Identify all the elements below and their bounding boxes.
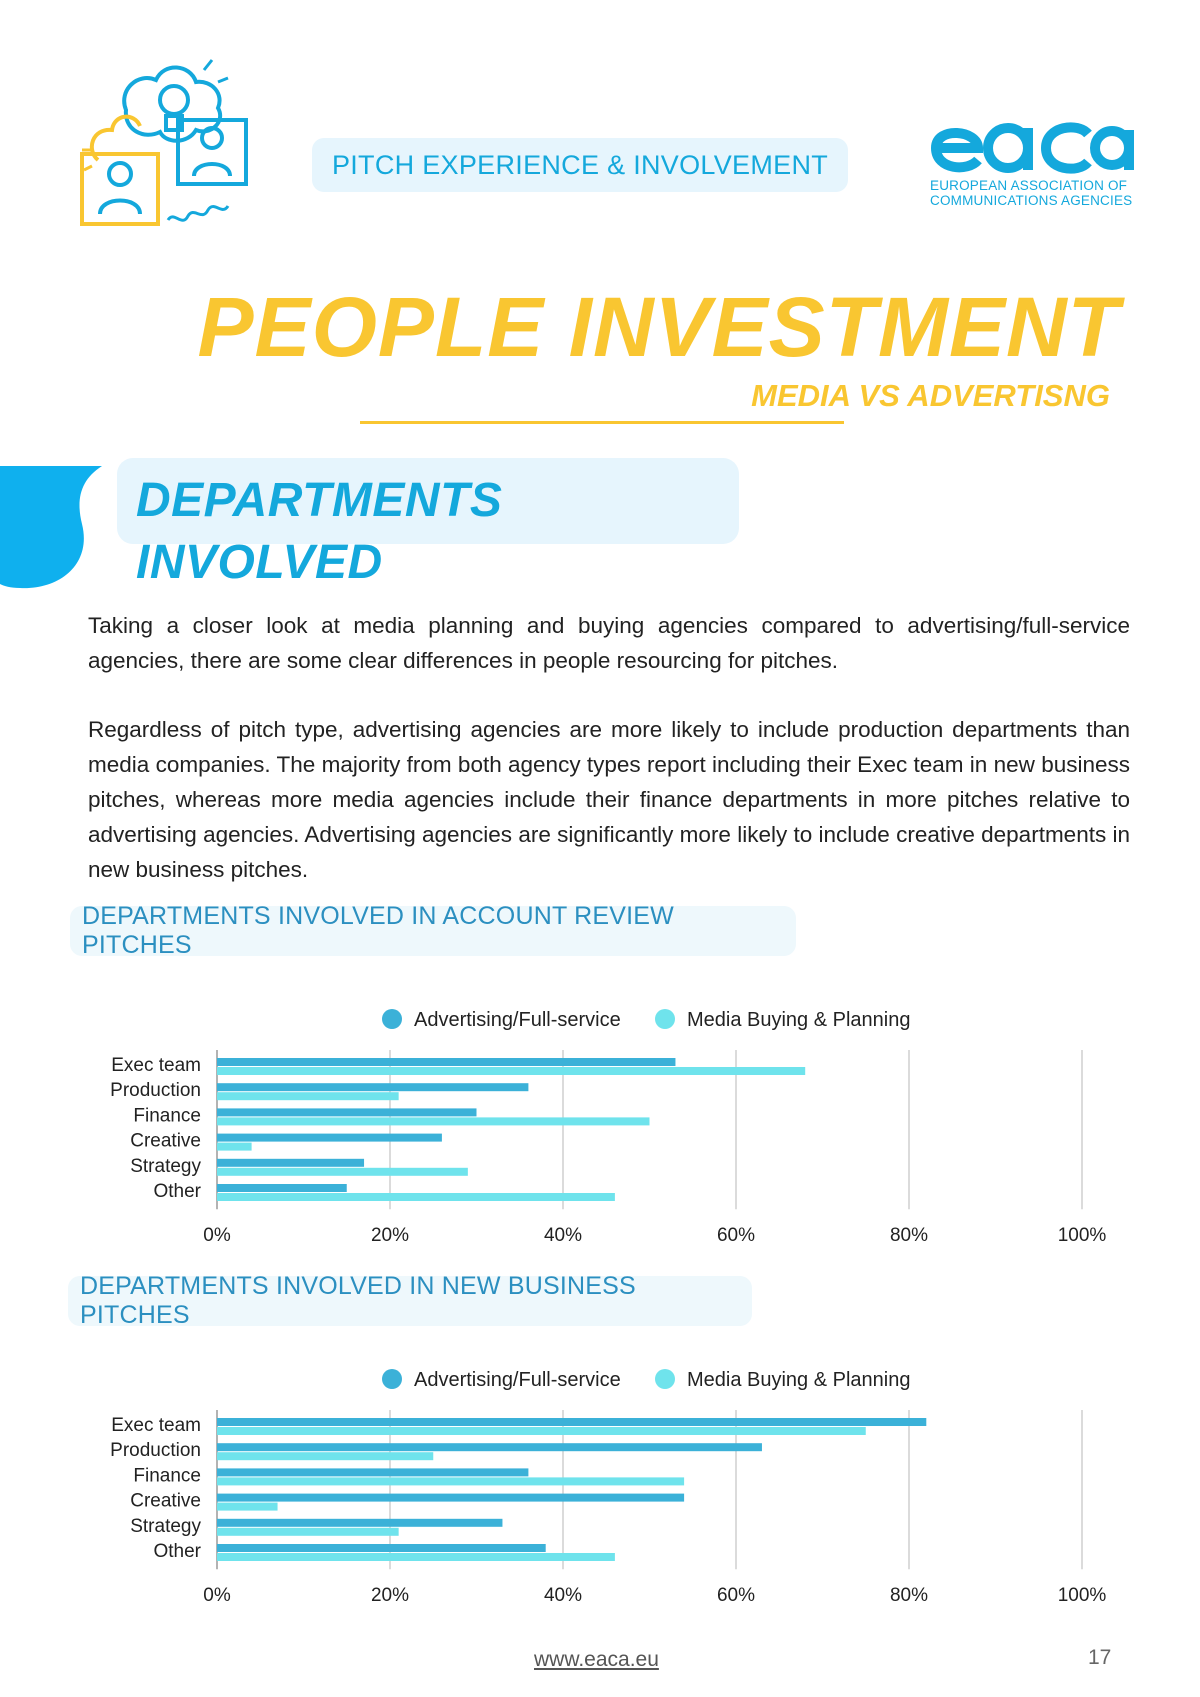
x-tick-label: 0%: [203, 1225, 231, 1247]
bar-media: [217, 1143, 252, 1151]
legend-label: Media Buying & Planning: [687, 1369, 911, 1391]
bar-advertising: [217, 1083, 528, 1091]
chart-heading-new-business: DEPARTMENTS INVOLVED IN NEW BUSINESS PITCHES: [68, 1276, 752, 1326]
legend-marker: [382, 1369, 402, 1389]
bar-media: [217, 1452, 433, 1460]
category-label: Other: [153, 1181, 201, 1202]
account-review-bar-chart: [0, 990, 1200, 1250]
x-tick-label: 100%: [1057, 1585, 1107, 1607]
bar-media: [217, 1427, 866, 1435]
body-paragraph: Regardless of pitch type, advertising agencies are more likely to include production departments than media companies. The majority from both agency types report including their Exec team in new business pitches, whereas more media agencies include their finance departments in more pitches relative to advertising agencies. Advertising agencies are significantly more likely to include creative departments in new business pitches.: [88, 717, 1130, 882]
bar-media: [217, 1528, 399, 1536]
legend-marker: [655, 1009, 675, 1029]
x-tick-label: 60%: [716, 1225, 756, 1247]
footer-website-link[interactable]: www.eaca.eu: [534, 1648, 659, 1671]
bar-advertising: [217, 1108, 477, 1116]
brainstorm-illustration-icon: [78, 50, 248, 230]
x-tick-label: 80%: [889, 1225, 929, 1247]
bar-advertising: [217, 1519, 502, 1527]
bar-advertising: [217, 1468, 528, 1476]
bar-advertising: [217, 1159, 364, 1167]
category-label: Finance: [133, 1105, 201, 1127]
bar-media: [217, 1193, 615, 1201]
page-number: 17: [1088, 1646, 1112, 1669]
chart-heading-account-review: DEPARTMENTS INVOLVED IN ACCOUNT REVIEW PITCHES: [70, 906, 796, 956]
bar-media: [217, 1477, 684, 1485]
title-divider: [360, 421, 844, 424]
legend-label: Advertising/Full-service: [414, 1009, 621, 1031]
category-label: Exec team: [111, 1415, 201, 1436]
legend-label: Media Buying & Planning: [687, 1009, 911, 1031]
bar-advertising: [217, 1134, 442, 1142]
bar-advertising: [217, 1494, 684, 1502]
category-label: Exec team: [111, 1055, 201, 1076]
legend-marker: [382, 1009, 402, 1029]
legend-marker: [655, 1369, 675, 1389]
section-title: DEPARTMENTS INVOLVED: [136, 474, 503, 589]
x-tick-label: 100%: [1057, 1225, 1107, 1247]
bar-media: [217, 1168, 468, 1176]
x-tick-label: 0%: [203, 1585, 231, 1607]
x-tick-label: 40%: [543, 1585, 583, 1607]
category-label: Finance: [133, 1465, 201, 1487]
page-subtitle: MEDIA VS ADVERTISNG: [751, 378, 1110, 413]
bar-media: [217, 1117, 650, 1125]
bar-media: [217, 1067, 805, 1075]
body-paragraph: Taking a closer look at media planning and buying agencies compared to advertising/full-service agencies, there are some clear differences in people resourcing for pitches.: [88, 613, 1130, 673]
x-tick-label: 80%: [889, 1585, 929, 1607]
bar-advertising: [217, 1418, 926, 1426]
bar-advertising: [217, 1184, 347, 1192]
x-tick-label: 60%: [716, 1585, 756, 1607]
category-label: Strategy: [130, 1155, 201, 1177]
category-label: Other: [153, 1541, 201, 1562]
section-tag: PITCH EXPERIENCE & INVOLVEMENT: [312, 138, 848, 192]
bar-media: [217, 1092, 399, 1100]
eaca-tagline: EUROPEAN ASSOCIATION OF COMMUNICATIONS AGENCIES: [930, 178, 1133, 208]
x-tick-label: 40%: [543, 1225, 583, 1247]
x-tick-label: 20%: [370, 1585, 410, 1607]
category-label: Production: [110, 1440, 201, 1462]
category-label: Creative: [130, 1130, 201, 1152]
quote-mark-decoration: [0, 460, 110, 590]
bar-advertising: [217, 1443, 762, 1451]
bar-advertising: [217, 1544, 546, 1552]
category-label: Creative: [130, 1490, 201, 1512]
x-tick-label: 20%: [370, 1225, 410, 1247]
category-label: Strategy: [130, 1515, 201, 1537]
bar-media: [217, 1553, 615, 1561]
category-label: Production: [110, 1080, 201, 1102]
bar-advertising: [217, 1058, 675, 1066]
page-title: PEOPLE INVESTMENT: [197, 280, 1120, 374]
legend-label: Advertising/Full-service: [414, 1369, 621, 1391]
bar-media: [217, 1503, 278, 1511]
new-business-bar-chart: [0, 1350, 1200, 1610]
